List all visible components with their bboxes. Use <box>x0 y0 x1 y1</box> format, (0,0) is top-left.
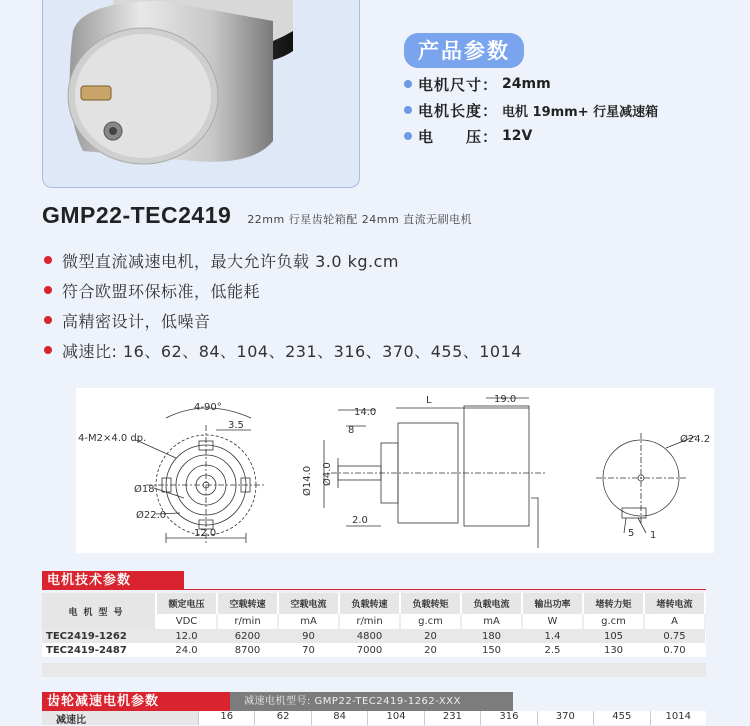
bullet-icon <box>44 256 52 264</box>
unit-cell: r/min <box>339 614 400 629</box>
table-cell: 7000 <box>339 643 400 657</box>
model-column-header: 电机型号 <box>42 593 156 629</box>
table-cell: 455 <box>593 711 649 725</box>
column-header: 负载转速 <box>339 593 400 614</box>
unit-cell: VDC <box>156 614 217 629</box>
table-cell: 20 <box>400 643 461 657</box>
table-cell: 370 <box>537 711 593 725</box>
column-header: 堵转电流 <box>644 593 705 614</box>
motor-photo <box>43 0 361 189</box>
param-value: 电机 19mm+ 行星减速箱 <box>502 104 659 120</box>
column-header: 空载电流 <box>278 593 339 614</box>
table-cell: 24.0 <box>156 643 217 657</box>
dim-angle: 4-90° <box>194 402 222 413</box>
table-row <box>42 629 705 643</box>
unit-cell: g.cm <box>583 614 644 629</box>
pin-1: 1 <box>650 530 657 541</box>
table-cell: 6200 <box>217 629 278 643</box>
table-cell: 16 <box>198 711 254 725</box>
column-header: 空载转速 <box>217 593 278 614</box>
bullet-icon <box>44 286 52 294</box>
gear-table-title: 齿轮减速电机参数 <box>42 692 230 711</box>
bullet-icon <box>404 80 412 88</box>
spec-table <box>42 593 706 657</box>
table-cell: 0.75 <box>644 629 705 643</box>
table-cell: 90 <box>278 629 339 643</box>
table-cell: 150 <box>461 643 522 657</box>
param-row-voltage <box>404 126 658 146</box>
unit-cell: A <box>644 614 705 629</box>
table-cell: 20 <box>400 629 461 643</box>
table-cell: 4800 <box>339 629 400 643</box>
list-item <box>44 275 522 305</box>
pin-5: 5 <box>628 528 635 539</box>
product-params <box>404 33 658 146</box>
bullet-icon <box>404 132 412 140</box>
model-subtitle: 22mm 行星齿轮箱配 24mm 直流无刷电机 <box>247 213 473 226</box>
model-heading <box>42 202 472 229</box>
table-cell: 104 <box>367 711 423 725</box>
unit-cell: g.cm <box>400 614 461 629</box>
table-row <box>42 643 705 657</box>
column-header: 负载电流 <box>461 593 522 614</box>
feature-text: 减速比: 16、62、84、104、231、316、370、455、1014 <box>62 341 522 361</box>
dim-dia14: Ø14.0 <box>302 465 313 496</box>
gear-ratio-label: 减速比 <box>42 711 198 725</box>
dim-dia4: Ø4.0 <box>322 462 333 486</box>
bullet-icon <box>44 346 52 354</box>
param-label: 电机尺寸： <box>418 75 499 94</box>
table-cell: 0.70 <box>644 643 705 657</box>
front-view <box>136 408 266 545</box>
bullet-icon <box>44 316 52 324</box>
param-row-size <box>404 74 658 94</box>
table-cell: 105 <box>583 629 644 643</box>
dim-L: L <box>426 395 432 406</box>
param-label: 电机长度： <box>418 101 499 120</box>
table-cell: 130 <box>583 643 644 657</box>
divider <box>184 589 706 590</box>
unit-cell: mA <box>278 614 339 629</box>
gear-model-line: 减速电机型号: GMP22-TEC2419-1262-XXX <box>230 692 513 711</box>
table-cell: 62 <box>254 711 310 725</box>
column-header: 额定电压 <box>156 593 217 614</box>
table-cell: 1014 <box>650 711 706 725</box>
column-header: 负载转矩 <box>400 593 461 614</box>
dim-3-5: 3.5 <box>228 420 244 431</box>
feature-text: 高精密设计，低噪音 <box>62 311 211 331</box>
model-cell: TEC2419-2487 <box>42 643 156 657</box>
table-footer <box>42 663 706 677</box>
feature-text: 微型直流减速电机，最大允许负载 3.0 kg.cm <box>62 251 400 271</box>
table-cell: 8700 <box>217 643 278 657</box>
table-cell: 12.0 <box>156 629 217 643</box>
table-cell: 70 <box>278 643 339 657</box>
table-cell: 84 <box>311 711 367 725</box>
params-title: 产品参数 <box>404 33 524 68</box>
feature-list <box>44 245 522 365</box>
gear-ratio-row <box>42 711 706 725</box>
model-title: GMP22-TEC2419 <box>42 202 232 228</box>
table-cell: 316 <box>480 711 536 725</box>
product-photo-card <box>42 0 360 188</box>
bullet-icon <box>404 106 412 114</box>
technical-drawing <box>76 388 714 553</box>
table-cell: 1.4 <box>522 629 583 643</box>
unit-cell: r/min <box>217 614 278 629</box>
column-header: 堵转力矩 <box>583 593 644 614</box>
table-cell: 180 <box>461 629 522 643</box>
unit-cell: W <box>522 614 583 629</box>
table-header-row <box>42 593 705 614</box>
table-cell: 2.5 <box>522 643 583 657</box>
model-cell: TEC2419-1262 <box>42 629 156 643</box>
dim-dia24: Ø24.2 <box>680 434 711 445</box>
dim-14: 14.0 <box>354 407 377 418</box>
list-item <box>44 305 522 335</box>
table-cell: 231 <box>424 711 480 725</box>
drawing-svg <box>76 388 714 553</box>
dim-19: 19.0 <box>494 394 517 405</box>
spec-table-title: 电机技术参数 <box>42 571 184 590</box>
list-item <box>44 245 522 275</box>
feature-text: 符合欧盟环保标准，低能耗 <box>62 281 261 301</box>
param-label: 电 压： <box>418 127 499 146</box>
param-row-length <box>404 100 658 120</box>
rear-view <box>596 433 696 533</box>
dim-d22: Ø22.0 <box>136 510 167 521</box>
param-value: 12V <box>502 128 533 144</box>
column-header: 输出功率 <box>522 593 583 614</box>
dim-d18: Ø18 <box>134 484 155 495</box>
param-value: 24mm <box>502 76 551 92</box>
dim-2: 2.0 <box>352 515 368 526</box>
unit-cell: mA <box>461 614 522 629</box>
dim-12: 12.0 <box>194 528 217 539</box>
dim-holes: 4-M2×4.0 dp. <box>78 433 147 444</box>
dim-8: 8 <box>348 425 355 436</box>
list-item <box>44 335 522 365</box>
